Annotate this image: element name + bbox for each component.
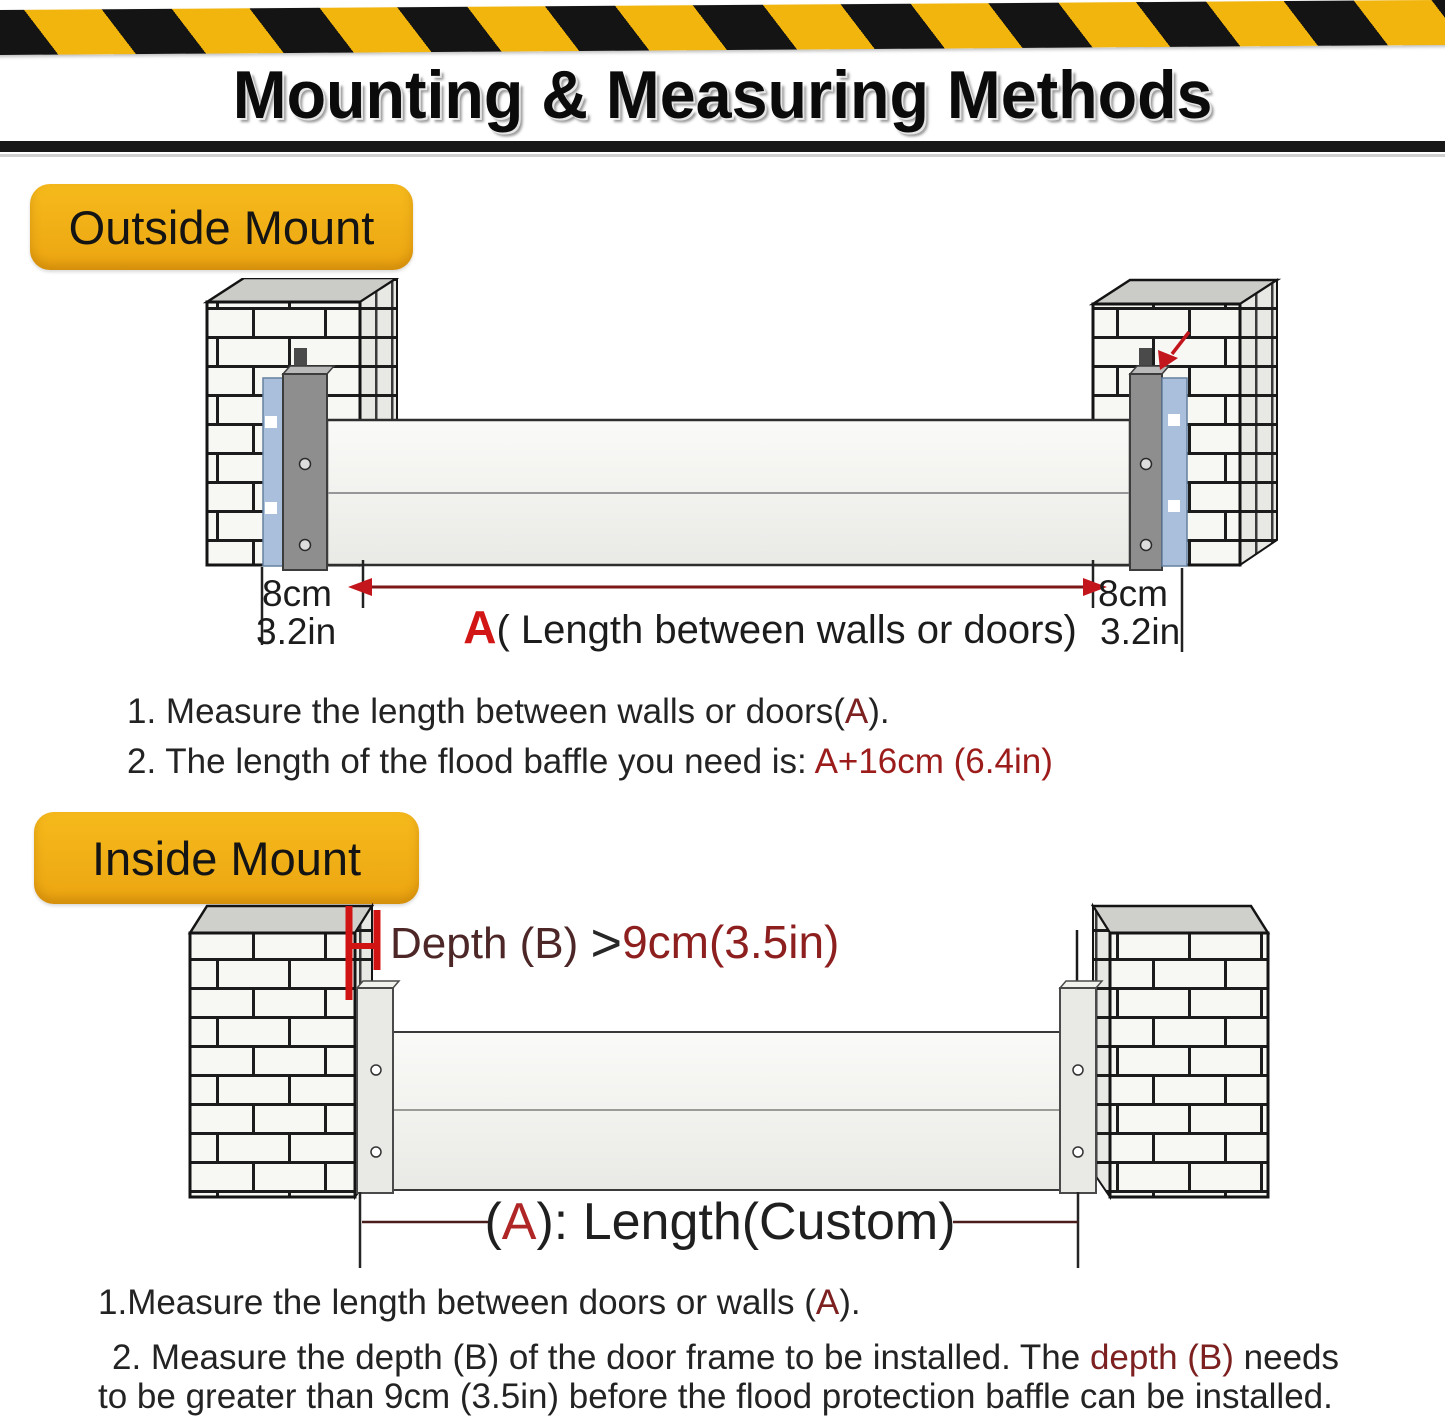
right-width-in-label: 3.2in bbox=[1100, 611, 1181, 652]
outside-step-1: 1. Measure the length between walls or doors(A). bbox=[127, 692, 890, 731]
right-width-cm-label: 8cm bbox=[1098, 573, 1168, 614]
page-title: Mounting & Measuring Methods bbox=[232, 57, 1213, 133]
greater-than-symbol: > bbox=[590, 913, 623, 973]
screw-hole bbox=[300, 540, 311, 551]
screw-hole bbox=[1073, 1147, 1083, 1157]
inside-left-brick-pillar bbox=[190, 906, 372, 1197]
inside-right-brick-pillar bbox=[1093, 906, 1268, 1197]
outside-mount-badge bbox=[30, 184, 413, 270]
left-mount-bracket bbox=[357, 981, 399, 1193]
length-custom-label: (A): Length(Custom) bbox=[484, 1193, 956, 1251]
inside-step-2-line-1: 2. Measure the depth (B) of the door frame to be installed. The depth (B) needs bbox=[112, 1338, 1340, 1377]
left-width-in-label: 3.2in bbox=[256, 611, 337, 652]
outside-step-2: 2. The length of the flood baffle you need is: A+16cm (6.4in) bbox=[127, 742, 1053, 781]
outside-mount-badge-label: Outside Mount bbox=[68, 200, 375, 254]
depth-b-label: Depth (B) >9cm(3.5in) bbox=[390, 913, 840, 973]
screw-hole bbox=[371, 1147, 381, 1157]
right-seal-strip bbox=[1162, 378, 1187, 566]
screw-hole bbox=[371, 1065, 381, 1075]
inside-step-1: 1.Measure the length between doors or walls (A). bbox=[98, 1283, 861, 1322]
span-a-letter: A bbox=[463, 601, 497, 653]
inside-step-2-line-2: to be greater than 9cm (3.5in) before the flood protection baffle can be installed. bbox=[98, 1377, 1333, 1416]
screw-hole bbox=[300, 459, 311, 470]
flood-barrier-panel bbox=[327, 420, 1130, 565]
flood-barrier-panel bbox=[393, 1032, 1062, 1190]
inside-mount-badge bbox=[34, 812, 419, 904]
screw-hole bbox=[1073, 1065, 1083, 1075]
inside-mount-badge-label: Inside Mount bbox=[91, 831, 362, 885]
title-divider-line bbox=[0, 154, 1445, 157]
hazard-stripe-banner bbox=[0, 0, 1445, 55]
left-seal-strip bbox=[263, 378, 285, 566]
outside-mount-diagram bbox=[0, 278, 1445, 658]
left-width-cm-label: 8cm bbox=[262, 573, 332, 614]
screw-hole bbox=[1141, 459, 1152, 470]
title-divider-bar bbox=[0, 141, 1445, 152]
screw-hole bbox=[1141, 540, 1152, 551]
left-mount-bracket bbox=[283, 348, 334, 570]
span-a-label: A( Length between walls or doors) bbox=[463, 601, 1077, 653]
